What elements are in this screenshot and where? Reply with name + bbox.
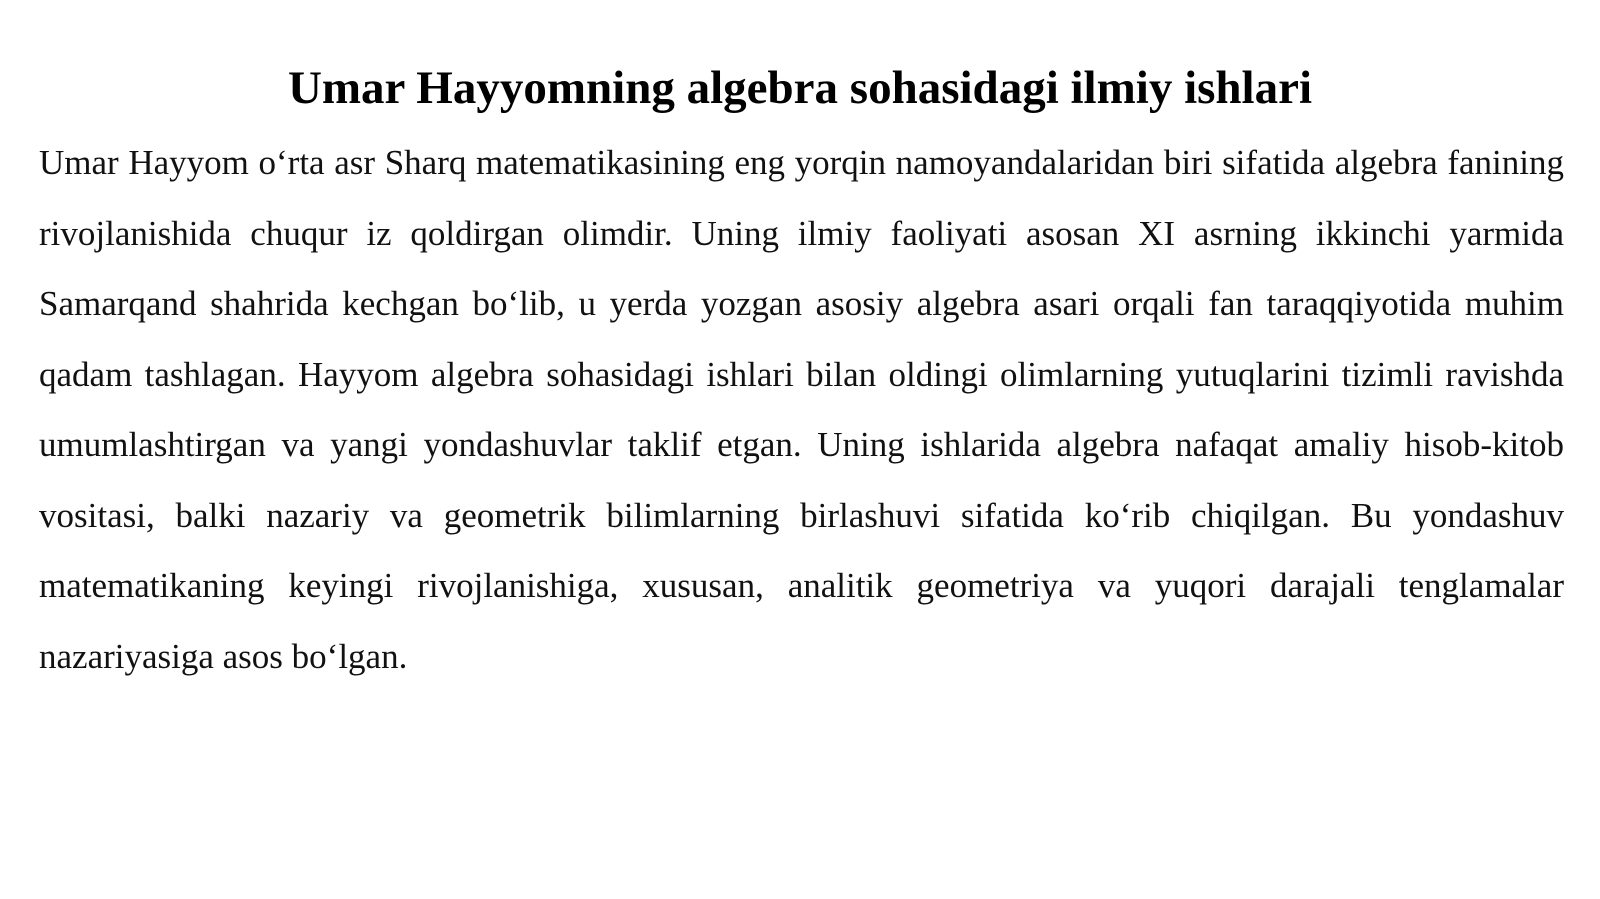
slide-body-paragraph: Umar Hayyom o‘rta asr Sharq matematikasining eng yorqin namoyandalaridan biri sifatida algebra fanining rivojlanishida chuqur iz qoldirgan olimdir. Uning ilmiy faoliyati asosan XI asrning ikkinchi yarmida Samarqand shahrida kechgan bo‘lib, u yerda yozgan asosiy algebra asari orqali fan taraqqiyotida muhim qadam tashlagan. Hayyom algebra sohasidagi ishlari bilan oldingi olimlarning yutuqlarini tizimli ravishda umumlashtirgan va yangi yondashuvlar taklif etgan. Uning ishlarida algebra nafaqat amaliy hisob-kitob vositasi, balki nazariy va geometrik bilimlarning birlashuvi sifatida ko‘rib chiqilgan. Bu yondashuv matematikaning keyingi rivojlanishiga, xususan, analitik geometriya va yuqori darajali tenglamalar nazariyasiga asos bo‘lgan.: [39, 143, 1564, 676]
slide-title: Umar Hayyomning algebra sohasidagi ilmiy ishlari: [287, 62, 1313, 114]
